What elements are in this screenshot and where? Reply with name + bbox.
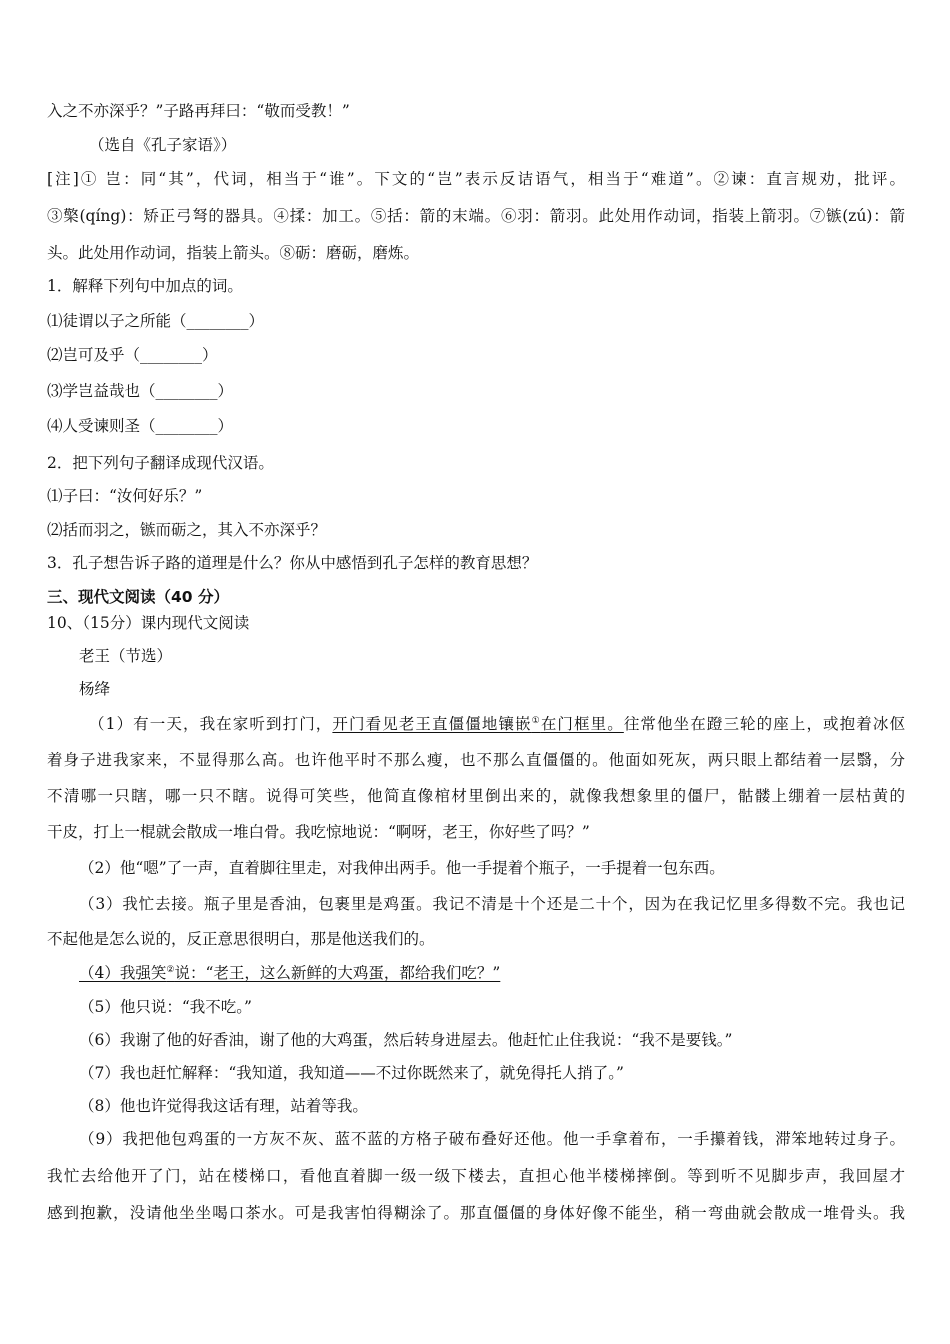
passage-ending-line: 入之不亦深乎？”子路再拜曰：“敬而受教！” [47, 102, 350, 120]
paragraph-1-rest: 往常他坐在蹬三轮的座上，或抱着冰伛 [623, 715, 905, 733]
paragraph-6: （6）我谢了他的好香油，谢了他的大鸡蛋，然后转身进屋去。他赶忙止住我说：“我不是要钱。” [79, 1031, 733, 1049]
paragraph-9-line-2: 我忙去给他开了门，站在楼梯口，看他直着脚一级一级下楼去，直担心他半楼梯摔倒。等到听不见脚步声，我回屋才 [47, 1167, 905, 1185]
paragraph-1-line-2: 着身子进我家来，不显得那么高。也许他平时不那么瘦，也不那么直僵僵的。他面如死灰，两只眼上都结着一层翳，分 [47, 751, 905, 769]
paragraph-5: （5）他只说：“我不吃。” [79, 998, 252, 1016]
footnote-mark-1: ① [531, 716, 541, 726]
annotation-line-3: 头。此处用作动词，指装上箭头。⑧砺：磨砺，磨炼。 [47, 244, 420, 262]
paragraph-3-line-1: （3）我忙去接。瓶子里是香油，包裹里是鸡蛋。我记不清是十个还是二十个，因为在我记忆里多得数不完。我也记 [79, 895, 905, 913]
underlined-text-a: 开门看见老王直僵僵地镶嵌 [332, 715, 532, 733]
paragraph-1-lead: （1）有一天，我在家听到打门， [89, 715, 333, 733]
annotation-line-1: [注]① 岂：同“其”，代词，相当于“谁”。下文的“岂”表示反诘语气，相当于“难道”。②谏：直言规劝，批评。 [47, 170, 905, 188]
paragraph-2: （2）他“嗯”了一声，直着脚往里走，对我伸出两手。他一手提着个瓶子，一手提着一包东西。 [79, 859, 725, 877]
question-1-item-1: ⑴徒谓以子之所能（________） [47, 312, 265, 330]
annotation-line-2: ③檠(qíng)：矫正弓弩的器具。④揉：加工。⑤括：箭的末端。⑥羽：箭羽。此处用作动词，指装上箭羽。⑦镞(zú)：箭 [47, 207, 905, 225]
paragraph-1-line-1 [47, 713, 905, 735]
question-1: 1．解释下列句中加点的词。 [47, 277, 243, 295]
paragraph-8: （8）他也许觉得我这话有理，站着等我。 [79, 1097, 368, 1115]
paragraph-3-line-2: 不起他是怎么说的，反正意思很明白，那是他送我们的。 [47, 930, 435, 948]
question-1-item-4: ⑷人受谏则圣（________） [47, 417, 234, 435]
paragraph-4 [79, 962, 500, 984]
question-2-item-1: ⑴子曰：“汝何好乐？” [47, 487, 203, 505]
paragraph-4-lead: （4）我强笑 [79, 964, 167, 982]
article-author: 杨绛 [79, 680, 111, 698]
paragraph-1-line-4: 干皮，打上一棍就会散成一堆白骨。我吃惊地说：“啊呀，老王，你好些了吗？” [47, 823, 590, 841]
underlined-text-b: 在门框里。 [540, 715, 624, 733]
question-1-item-3: ⑶学岂益哉也（________） [47, 382, 234, 400]
footnote-mark-2: ② [166, 965, 175, 975]
paragraph-7: （7）我也赶忙解释：“我知道，我知道——不过你既然来了，就免得托人捎了。” [79, 1064, 624, 1082]
question-10: 10、（15分）课内现代文阅读 [47, 614, 250, 632]
question-3: 3．孔子想告诉子路的道理是什么？你从中感悟到孔子怎样的教育思想？ [47, 554, 538, 572]
question-1-item-2: ⑵岂可及乎（________） [47, 346, 218, 364]
paragraph-9-line-1: （9）我把他包鸡蛋的一方灰不灰、蓝不蓝的方格子破布叠好还他。他一手拿着布，一手攥着钱，滞笨地转过身子。 [79, 1130, 905, 1148]
question-2-item-2: ⑵括而羽之，镞而砺之，其入不亦深乎？ [47, 521, 327, 539]
passage-source: （选自《孔子家语》） [89, 136, 237, 154]
section-heading: 三、现代文阅读（40 分） [47, 588, 229, 606]
underlined-sentence-4 [79, 964, 500, 982]
paragraph-4-rest: 说：“老王，这么新鲜的大鸡蛋，都给我们吃？” [174, 964, 501, 982]
article-title: 老王（节选） [79, 647, 173, 665]
paragraph-9-line-3: 感到抱歉，没请他坐坐喝口茶水。可是我害怕得糊涂了。那直僵僵的身体好像不能坐，稍一弯曲就会散成一堆骨头。我 [47, 1204, 905, 1222]
question-2: 2．把下列句子翻译成现代汉语。 [47, 454, 274, 472]
underlined-sentence [332, 715, 623, 733]
paragraph-1-line-3: 不清哪一只瞎，哪一只不瞎。说得可笑些，他简直像棺材里倒出来的，就像我想象里的僵尸，骷髅上绷着一层枯黄的 [47, 787, 905, 805]
